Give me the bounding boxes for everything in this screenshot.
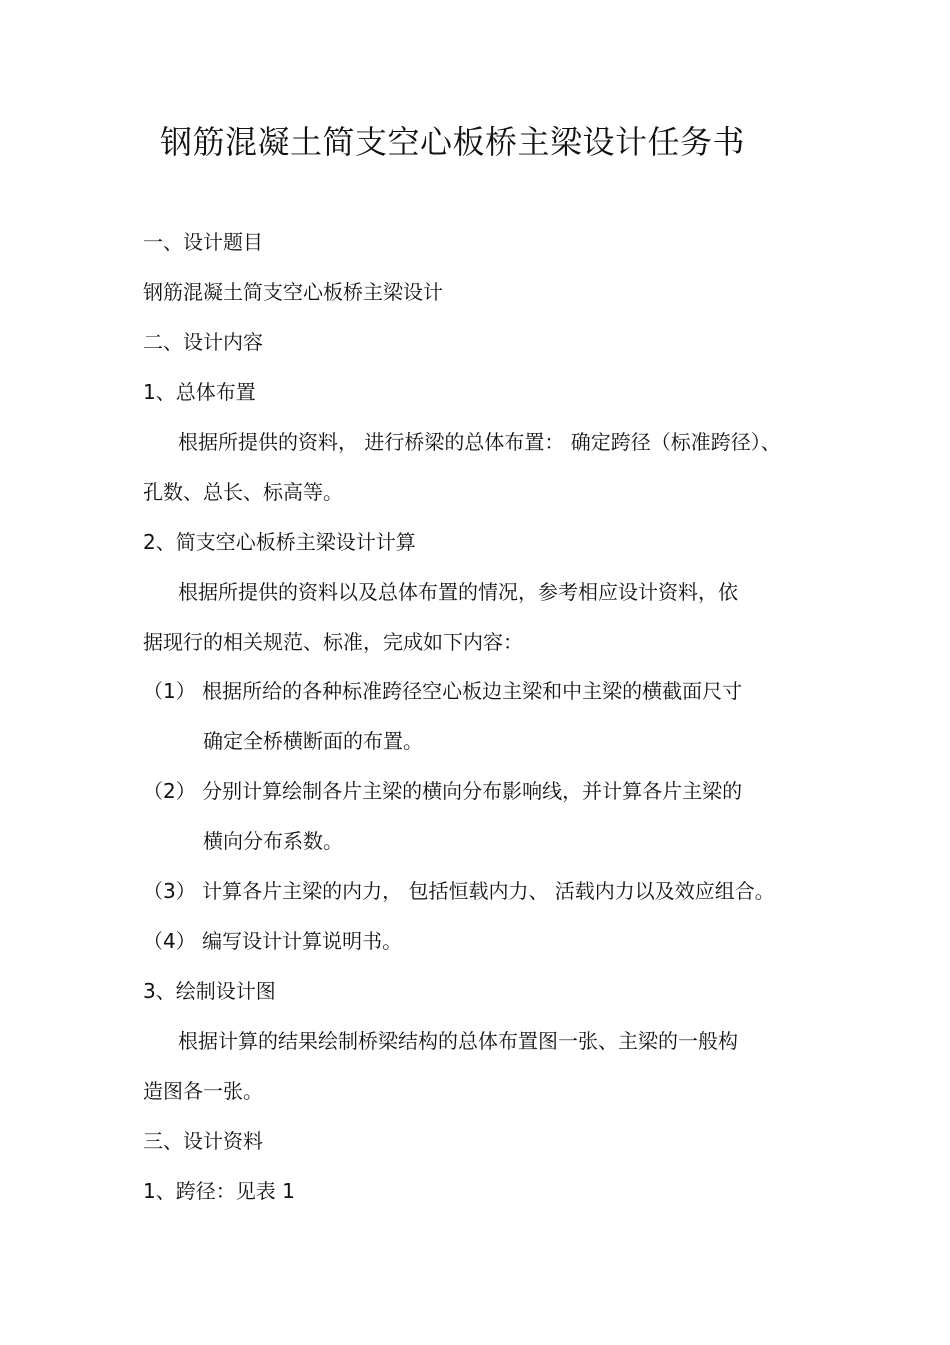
subitem-3: （3） 计算各片主梁的内力， 包括恒载内力、 活载内力以及效应组合。 xyxy=(143,879,775,903)
item-3-paragraph-line-2: 造图各一张。 xyxy=(143,1079,263,1103)
subitem-2-line-1: （2） 分别计算绘制各片主梁的横向分布影响线，并计算各片主梁的 xyxy=(143,779,743,803)
item-3-heading: 3、绘制设计图 xyxy=(143,979,276,1003)
section-3-heading: 三、设计资料 xyxy=(143,1129,263,1153)
item-3-paragraph-line-1: 根据计算的结果绘制桥梁结构的总体布置图一张、主梁的一般构 xyxy=(178,1029,738,1053)
item-1-heading: 1、总体布置 xyxy=(143,380,256,404)
subitem-1-line-2: 确定全桥横断面的布置。 xyxy=(203,729,423,753)
data-item-1: 1、跨径：见表 1 xyxy=(143,1179,295,1203)
document-title: 钢筋混凝土简支空心板桥主梁设计任务书 xyxy=(160,123,746,161)
subitem-2-line-2: 横向分布系数。 xyxy=(203,829,343,853)
item-2-heading: 2、简支空心板桥主梁设计计算 xyxy=(143,530,416,554)
item-2-paragraph-line-2: 据现行的相关规范、标准，完成如下内容： xyxy=(143,630,523,654)
item-1-paragraph-line-2: 孔数、总长、标高等。 xyxy=(143,480,343,504)
subitem-4: （4） 编写设计计算说明书。 xyxy=(143,929,403,953)
section-1-text: 钢筋混凝土简支空心板桥主梁设计 xyxy=(143,280,443,304)
item-1-paragraph-line-1: 根据所提供的资料， 进行桥梁的总体布置： 确定跨径（标准跨径）、 xyxy=(178,430,781,454)
subitem-1-line-1: （1） 根据所给的各种标准跨径空心板边主梁和中主梁的横截面尺寸 xyxy=(143,679,743,703)
item-2-paragraph-line-1: 根据所提供的资料以及总体布置的情况，参考相应设计资料，依 xyxy=(178,580,738,604)
section-2-heading: 二、设计内容 xyxy=(143,330,263,354)
section-1-heading: 一、设计题目 xyxy=(143,230,263,254)
